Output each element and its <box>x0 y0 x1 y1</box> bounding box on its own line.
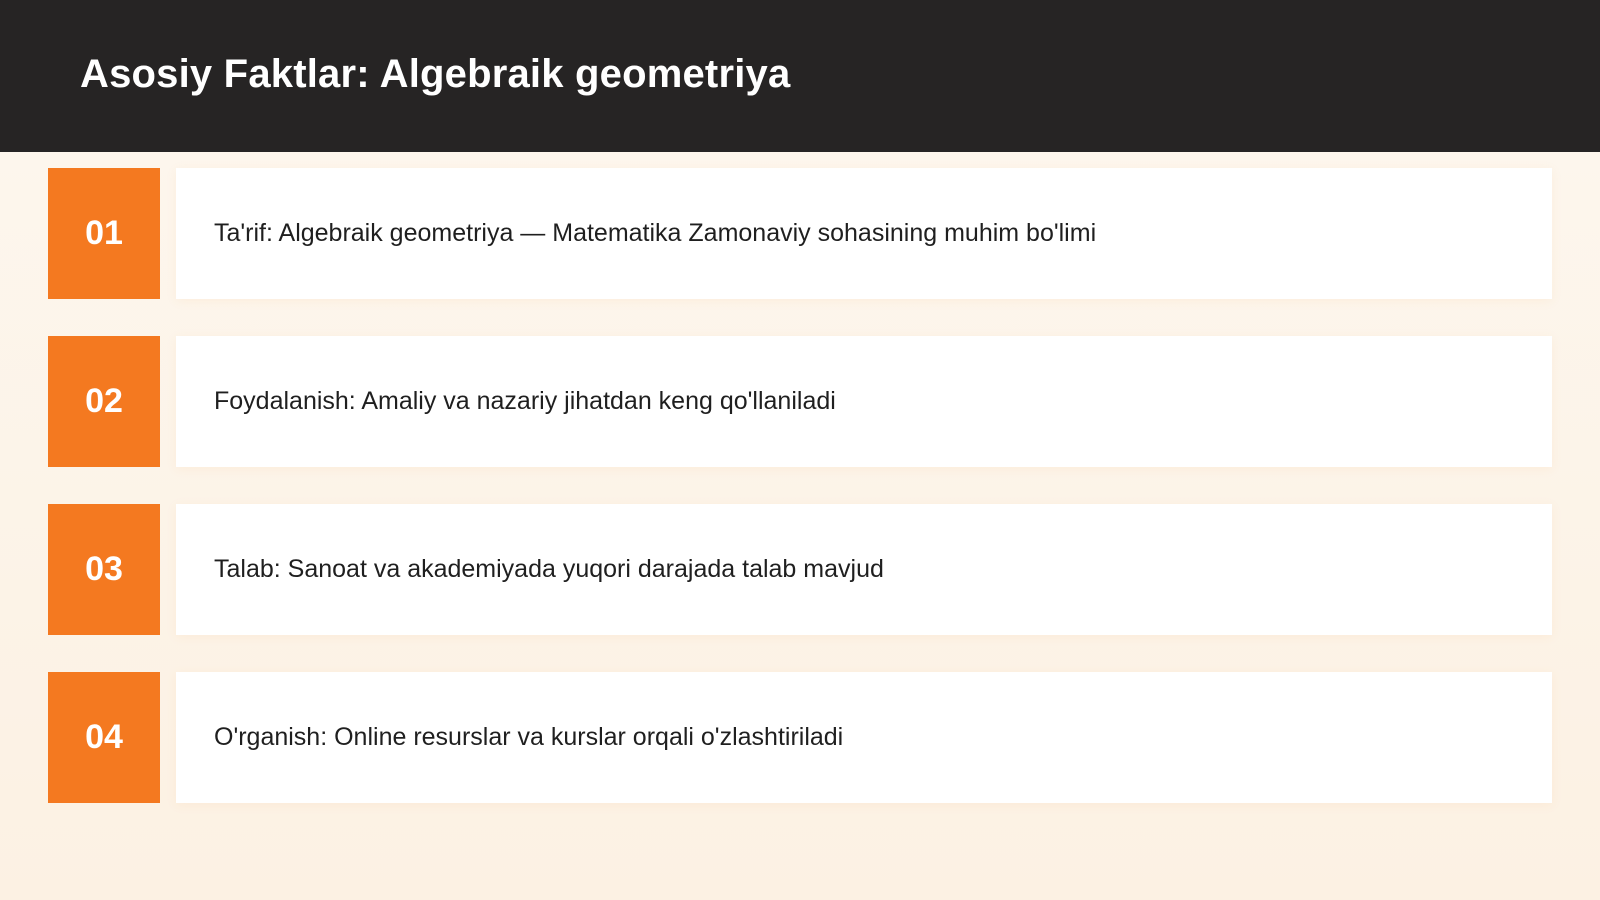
header-bar <box>0 0 1600 152</box>
number-badge <box>48 504 160 635</box>
page-title: Asosiy Faktlar: Algebraik geometriya <box>80 52 791 96</box>
fact-text: Foydalanish: Amaliy va nazariy jihatdan keng qo'llaniladi <box>214 387 836 415</box>
number-label: 03 <box>85 550 123 588</box>
fact-card <box>176 336 1552 467</box>
number-label: 01 <box>85 214 123 252</box>
fact-text: Talab: Sanoat va akademiyada yuqori darajada talab mavjud <box>214 555 884 583</box>
facts-list <box>48 168 1552 840</box>
fact-text: O'rganish: Online resurslar va kurslar orqali o'zlashtiriladi <box>214 723 844 751</box>
fact-row <box>48 504 1552 635</box>
number-badge <box>48 168 160 299</box>
number-badge <box>48 672 160 803</box>
fact-card <box>176 504 1552 635</box>
number-label: 02 <box>85 382 123 420</box>
fact-card <box>176 168 1552 299</box>
fact-card <box>176 672 1552 803</box>
number-label: 04 <box>85 718 123 756</box>
fact-row <box>48 168 1552 299</box>
number-badge <box>48 336 160 467</box>
fact-row <box>48 336 1552 467</box>
fact-text: Ta'rif: Algebraik geometriya — Matematika Zamonaviy sohasining muhim bo'limi <box>214 219 1097 247</box>
fact-row <box>48 672 1552 803</box>
